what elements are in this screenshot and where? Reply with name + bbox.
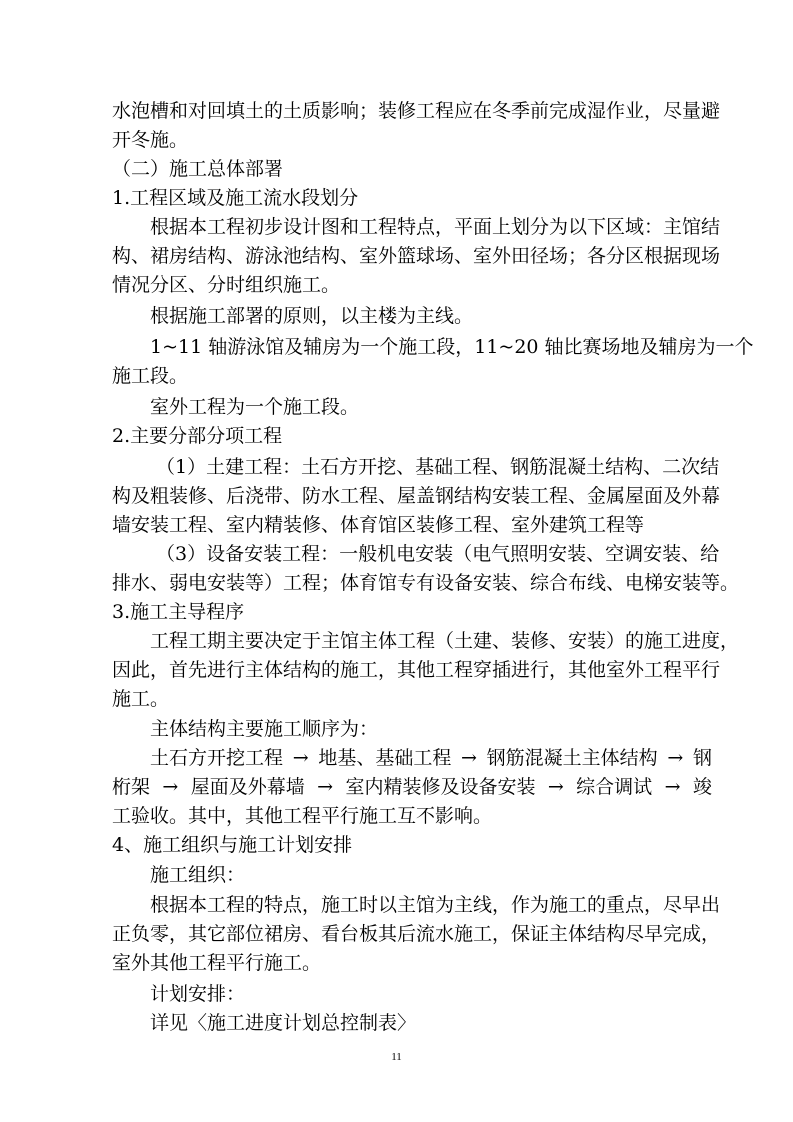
paragraph-line: 室外工程为一个施工段。 bbox=[150, 396, 360, 418]
sequence-line-1 bbox=[150, 744, 712, 772]
paragraph-line: 工程工期主要决定于主馆主体工程（土建、装修、安装）的施工进度， bbox=[150, 630, 740, 652]
arrow-icon: → bbox=[664, 776, 681, 798]
subsection-heading: 4、施工组织与施工计划安排 bbox=[112, 834, 353, 856]
paragraph-line: 因此，首先进行主体结构的施工，其他工程穿插进行，其他室外工程平行 bbox=[112, 659, 721, 681]
section-heading: （二）施工总体部署 bbox=[112, 158, 284, 180]
paragraph-line: 情况分区、分时组织施工。 bbox=[112, 274, 341, 296]
arrow-icon: → bbox=[667, 747, 684, 769]
arrow-icon: → bbox=[162, 776, 179, 798]
paragraph-line: 施工组织： bbox=[150, 864, 246, 886]
arrow-icon: → bbox=[547, 776, 564, 798]
arrow-icon: → bbox=[461, 747, 477, 769]
arrow-icon: → bbox=[292, 747, 309, 769]
page-number: 11 bbox=[391, 1051, 402, 1063]
arrow-icon: → bbox=[317, 776, 334, 798]
sequence-step: 桁架 bbox=[112, 776, 151, 798]
paragraph-line: 室外其他工程平行施工。 bbox=[112, 952, 322, 974]
subsection-heading: 3.施工主导程序 bbox=[112, 601, 245, 623]
sequence-step: 地基、基础工程 bbox=[318, 747, 452, 769]
paragraph-line: 主体结构主要施工顺序为： bbox=[150, 718, 379, 740]
subsection-heading: 2.主要分部分项工程 bbox=[112, 425, 283, 447]
paragraph-line: 详见〈施工进度计划总控制表〉 bbox=[150, 1012, 417, 1034]
sequence-step: 竣 bbox=[692, 776, 712, 798]
sequence-line-2 bbox=[112, 773, 712, 801]
paragraph-line: 正负零，其它部位裙房、看台板其后流水施工，保证主体结构尽早完成， bbox=[112, 923, 721, 945]
sequence-step: 综合调试 bbox=[576, 776, 653, 798]
paragraph-line: 墙安装工程、室内精装修、体育馆区装修工程、室外建筑工程等 bbox=[112, 514, 645, 536]
paragraph-line: 工验收。其中，其他工程平行施工互不影响。 bbox=[112, 805, 493, 827]
paragraph-line: 开冬施。 bbox=[112, 129, 189, 151]
subsection-heading: 1.工程区域及施工流水段划分 bbox=[112, 187, 359, 209]
sequence-step: 钢 bbox=[692, 747, 712, 769]
paragraph-line: 1~11 轴游泳馆及辅房为一个施工段，11~20 轴比赛场地及辅房为一个 bbox=[150, 336, 754, 358]
sequence-step: 室内精装修及设备安装 bbox=[345, 776, 536, 798]
paragraph-line: 根据本工程的特点，施工时以主馆为主线，作为施工的重点，尽早出 bbox=[150, 894, 721, 916]
paragraph-line: 构及粗装修、后浇带、防水工程、屋盖钢结构安装工程、金属屋面及外幕 bbox=[112, 485, 721, 507]
paragraph-line: （1）土建工程：土石方开挖、基础工程、钢筋混凝土结构、二次结 bbox=[156, 456, 720, 478]
sequence-step: 屋面及外幕墙 bbox=[190, 776, 305, 798]
sequence-step: 土石方开挖工程 bbox=[150, 747, 284, 769]
paragraph-line: 排水、弱电安装等）工程；体育馆专有设备安装、综合布线、电梯安装等。 bbox=[112, 572, 740, 594]
paragraph-line: 施工。 bbox=[112, 688, 170, 710]
paragraph-line: （3）设备安装工程：一般机电安装（电气照明安装、空调安装、给 bbox=[156, 543, 720, 565]
paragraph-line: 构、裙房结构、游泳池结构、室外篮球场、室外田径场；各分区根据现场 bbox=[112, 245, 721, 267]
paragraph-line: 计划安排： bbox=[150, 983, 246, 1005]
paragraph-line: 根据施工部署的原则，以主楼为主线。 bbox=[150, 305, 474, 327]
paragraph-line: 水泡槽和对回填土的土质影响；装修工程应在冬季前完成湿作业，尽量避 bbox=[112, 100, 721, 122]
paragraph-line: 根据本工程初步设计图和工程特点，平面上划分为以下区域：主馆结 bbox=[150, 216, 721, 238]
paragraph-line: 施工段。 bbox=[112, 365, 189, 387]
sequence-step: 钢筋混凝土主体结构 bbox=[486, 747, 658, 769]
